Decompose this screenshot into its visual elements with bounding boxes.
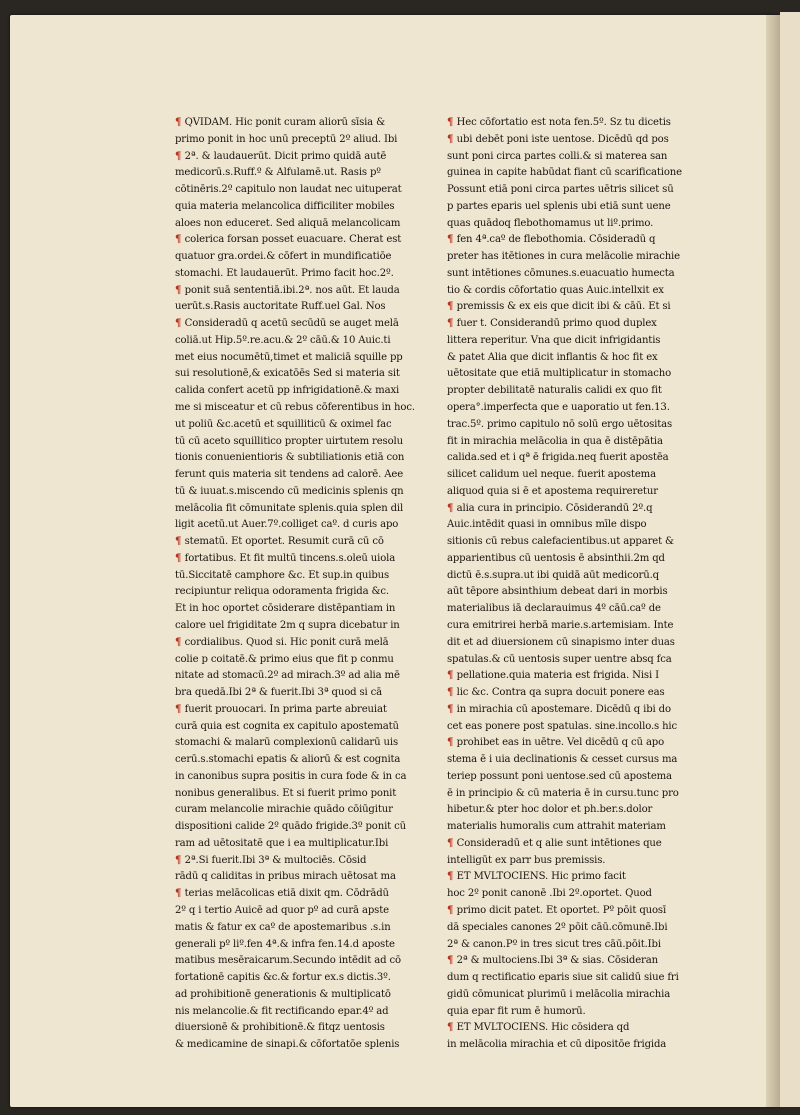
- text-line: medicorū.s.Ruff.º & Alfulamē.ut. Rasis pº: [175, 167, 381, 179]
- text-line: coliā.ut Hip.5º.re.acu.& 2º cāū.& 10 Auic.ti: [175, 334, 391, 346]
- text-line-content: alia cura in principio. Cōsiderandū 2º.q: [456, 502, 653, 514]
- text-line: [447, 869, 687, 886]
- text-line: ad prohibitionē generationis & multiplicatō: [175, 988, 391, 1000]
- text-line-content: Hec cōfortatio est nota fen.5º. Sz tu dicetis: [456, 117, 671, 128]
- text-line-content: fen 4ª.caº de flebothomia. Cōsideradū q: [456, 234, 656, 246]
- pilcrow-icon: ¶: [175, 854, 185, 866]
- text-line: materialibus iā declarauimus 4º cāū.caº de: [447, 603, 661, 615]
- text-line: tū.Siccitatē camphore &c. Et sup.in quibus: [175, 569, 390, 581]
- text-line: Possunt etiā poni circa partes uētris silicet sū: [447, 184, 674, 196]
- text-line: fortationē capitis &c.& fortur ex.s dictis.3º.: [175, 972, 391, 984]
- text-line: ligit acetū.ut Auer.7º.colliget caº. d curis apo: [175, 519, 399, 531]
- text-line: propter debilitatē naturalis calidi ex quo fit: [447, 385, 662, 397]
- text-line-content: 2ª & multociens.Ibi 3ª & sias. Cōsideran: [456, 955, 658, 967]
- text-line: [447, 132, 687, 149]
- manuscript-page: [10, 15, 780, 1107]
- text-line: sitionis cū rebus calefacientibus.ut apparet &: [447, 536, 674, 548]
- text-line: curam melancolie mirachie quādo cōiūgitur: [175, 804, 393, 816]
- pilcrow-icon: ¶: [447, 670, 457, 682]
- text-line: diuersionē & prohibitionē.& fitqz uentosis: [175, 1022, 385, 1034]
- text-line-content: ponit suā sententiā.ibi.2ª. nos aūt. Et lauda: [184, 284, 400, 296]
- text-line: met eius nocumētū,timet et maliciā squille pp: [175, 351, 403, 363]
- text-line: cerū.s.stomachi epatis & aliorū & est cognita: [175, 754, 401, 766]
- text-line-content: 2ª. & laudauerūt. Dicit primo quidā autē: [184, 150, 387, 162]
- text-line-content: colerica forsan posset euacuare. Cherat est: [184, 234, 402, 246]
- text-line-content: Consideradū q acetū secūdū se auget melā: [184, 318, 399, 330]
- text-line: Auic.intēdit quasi in omnibus mīle dispo: [447, 519, 647, 531]
- pilcrow-icon: ¶: [447, 117, 457, 128]
- right-text-block-b: [447, 869, 687, 1053]
- text-line-content: stematū. Et oportet. Resumit curā cū cō: [184, 536, 384, 548]
- text-line-content: ET MVLTOCIENS. Hic primo facit: [456, 871, 626, 883]
- text-line-content: Consideradū et q alie sunt intētiones que: [456, 837, 662, 849]
- text-line-content: 2ª.Si fuerit.Ibi 3ª & multociēs. Cōsid: [184, 854, 367, 866]
- pilcrow-icon: ¶: [447, 301, 457, 313]
- text-line: stema ē i uia declinationis & cesset cursus ma: [447, 754, 678, 766]
- text-line: quatuor gra.ordei.& cōfert in mundificatiōe: [175, 251, 392, 263]
- text-line: Et in hoc oportet cōsiderare distēpantiam in: [175, 603, 396, 615]
- text-line: matis & fatur ex caº de apostemaribus .s.in: [175, 921, 391, 933]
- text-line: [447, 668, 687, 685]
- text-line: [175, 115, 405, 132]
- text-line: cet eas ponere post spatulas. sine.incollo.s hic: [447, 720, 678, 732]
- text-line: bra quedā.Ibi 2ª & fuerit.Ibi 3ª quod si cā: [175, 687, 383, 699]
- text-line: melācolia fit cōmunitate splenis.quia splen dil: [175, 502, 404, 514]
- text-line: & patet Alia que dicit inflantis & hoc fit ex: [447, 351, 658, 363]
- text-line-content: cordialibus. Quod si. Hic ponit curā melā: [184, 636, 389, 648]
- text-line: rādū q caliditas in pribus mirach uētosat ma: [175, 871, 396, 883]
- pilcrow-icon: ¶: [447, 1022, 457, 1034]
- text-line: trac.5º. primo capitulo nō solū ergo uētositas: [447, 418, 673, 430]
- text-line: calida.sed et i qª ē frigida.neq fuerit apostēa: [447, 452, 669, 464]
- text-line: [175, 853, 405, 870]
- pilcrow-icon: ¶: [175, 318, 185, 330]
- pilcrow-icon: ¶: [447, 502, 457, 514]
- pilcrow-icon: ¶: [447, 687, 457, 699]
- text-line: [447, 702, 687, 719]
- text-line: curā quia est cognita ex capitulo apostematū: [175, 720, 399, 732]
- text-line: [175, 316, 405, 333]
- pilcrow-icon: ¶: [447, 955, 457, 967]
- text-line-content: lic &c. Contra qa supra docuit ponere eas: [456, 687, 665, 699]
- text-line: [175, 232, 405, 249]
- text-line: [447, 685, 687, 702]
- text-line: [447, 836, 687, 853]
- text-line: nis melancolie.& fit rectificando epar.4º ad: [175, 1005, 389, 1017]
- text-line: in canonibus supra positis in cura fode & in ca: [175, 770, 407, 782]
- text-line: [175, 149, 405, 166]
- text-line: nonibus generalibus. Et si fuerit primo ponit: [175, 787, 397, 799]
- text-line: aloes non educeret. Sed aliquā melancolicam: [175, 217, 401, 229]
- text-line: tū cū aceto squillitico propter uirtutem resolu: [175, 435, 403, 447]
- text-line: nitate ad stomacū.2º ad mirach.3º ad alia mē: [175, 670, 400, 682]
- text-line: p partes eparis uel splenis ubi etiā sunt uene: [447, 200, 671, 212]
- pilcrow-icon: ¶: [447, 234, 457, 246]
- text-line: aūt tēpore absinthium debeat dari in morbis: [447, 586, 668, 598]
- text-line: ferunt quis materia sit tendens ad calorē. Aee: [175, 469, 404, 481]
- text-line: tū & iuuat.s.miscendo cū medicinis splenis qn: [175, 485, 404, 497]
- text-line-content: fuer t. Considerandū primo quod duplex: [456, 318, 657, 330]
- text-line: ut poliū &c.acetū et squilliticū & oximel fac: [175, 418, 392, 430]
- text-line: intelligūt ex parr bus premissis.: [447, 854, 606, 866]
- text-line: in melācolia mirachia et cū dipositōe frigida: [447, 1039, 667, 1051]
- text-line: [447, 953, 687, 970]
- text-line: spatulas.& cū uentosis super uentre absq fca: [447, 653, 672, 665]
- next-page-edge: [780, 12, 800, 1107]
- text-line: [175, 283, 405, 300]
- text-line: [175, 635, 405, 652]
- pilcrow-icon: ¶: [175, 888, 185, 900]
- text-line-content: QVIDAM. Hic ponit curam aliorū sīsia &: [184, 117, 385, 128]
- text-line: [447, 299, 687, 316]
- text-line: [447, 115, 687, 132]
- text-line: recipiuntur reliqua odoramenta frigida &c.: [175, 586, 389, 598]
- right-text-block-a: [447, 115, 687, 869]
- text-line: quia epar fit rum ē humorū.: [447, 1005, 586, 1017]
- text-line: dit et ad diuersionem cū sinapismo inter duas: [447, 636, 675, 648]
- text-line: tionis conuenientioris & subtiliationis etiā con: [175, 452, 405, 464]
- text-line: apparientibus cū uentosis ē absinthii.2m qd: [447, 552, 665, 564]
- text-line: me si misceatur et cū rebus cōferentibus in hoc.: [175, 402, 415, 414]
- pilcrow-icon: ¶: [175, 284, 185, 296]
- text-line: cura emitrirei herbā marie.s.artemisiam. Inte: [447, 619, 674, 631]
- text-line: [175, 702, 405, 719]
- text-line: quas quādoq flebothomamus ut liº.primo.: [447, 217, 654, 229]
- text-line: matibus mesēraicarum.Secundo intēdit ad cō: [175, 955, 401, 967]
- text-line: uētositate que etiā multiplicatur in stomacho: [447, 368, 672, 380]
- text-line-content: premissis & ex eis que dicit ibi & cāū. Et si: [456, 301, 671, 313]
- pilcrow-icon: ¶: [447, 737, 457, 749]
- text-line: fit in mirachia melācolia in qua ē distēpātia: [447, 435, 663, 447]
- pilcrow-icon: ¶: [175, 703, 185, 715]
- text-line: [447, 501, 687, 518]
- text-line-content: in mirachia cū apostemare. Dicēdū q ibi do: [456, 703, 671, 715]
- text-line: opera°.imperfecta que e uaporatio ut fen.13.: [447, 402, 670, 414]
- text-line: littera reperitur. Vna que dicit infrigidantis: [447, 334, 661, 346]
- pilcrow-icon: ¶: [175, 536, 185, 548]
- text-line: [175, 534, 405, 551]
- text-line: dispositioni calide 2º quādo frigide.3º ponit cū: [175, 821, 406, 833]
- pilcrow-icon: ¶: [175, 150, 185, 162]
- pilcrow-icon: ¶: [175, 636, 185, 648]
- pilcrow-icon: ¶: [447, 837, 457, 849]
- text-line: quia materia melancolica difficiliter mobiles: [175, 200, 395, 212]
- text-line: colie p coitatē.& primo eius que fit p conmu: [175, 653, 394, 665]
- text-line: preter has itētiones in cura melācolie mirachie: [447, 251, 680, 263]
- text-line: hibetur.& pter hoc dolor et ph.ber.s.dolor: [447, 804, 653, 816]
- text-line: dā speciales canones 2º pōit cāū.cōmunē.Ibi: [447, 921, 668, 933]
- text-line: [447, 1020, 687, 1037]
- text-line: ē in principio & cū materia ē in cursu.tunc pro: [447, 787, 679, 799]
- text-line: 2º q i tertio Auicē ad quor pº ad curā apste: [175, 904, 389, 916]
- text-line: aliquod quia si ē et apostema requireretur: [447, 485, 658, 497]
- text-line: calore uel frigiditate 2m q supra dicebatur in: [175, 619, 400, 631]
- text-line: dum q rectificatio eparis siue sit calidū siue fri: [447, 972, 679, 984]
- text-line: stomachi & malarū complexionū calidarū uis: [175, 737, 398, 749]
- text-line: uerūt.s.Rasis auctoritate Ruff.uel Gal. Nos: [175, 301, 386, 313]
- pilcrow-icon: ¶: [447, 318, 457, 330]
- pilcrow-icon: ¶: [447, 703, 457, 715]
- text-line-content: ubi debēt poni iste uentose. Dicēdū qd pos: [456, 133, 669, 145]
- right-text-column: [447, 115, 687, 1054]
- text-line-content: pellatione.quia materia est frigida. Nisi I: [456, 670, 659, 682]
- text-line-content: fuerit prouocari. In prima parte abreuiat: [184, 703, 387, 715]
- text-line: [447, 735, 687, 752]
- text-line: materialis humoralis cum attrahit materiam: [447, 821, 666, 833]
- text-line: sui resolutionē,& exicatōēs Sed si materia sit: [175, 368, 400, 380]
- text-line: teriep possunt poni uentose.sed cū apostema: [447, 770, 672, 782]
- pilcrow-icon: ¶: [447, 871, 457, 883]
- text-line: guinea in capite habūdat fiant cū scarificatione: [447, 167, 682, 179]
- text-line: dictū ē.s.supra.ut ibi quidā aūt medicorū.q: [447, 569, 659, 581]
- text-line-content: ET MVLTOCIENS. Hic cōsidera qd: [456, 1022, 630, 1034]
- page-gutter: [766, 15, 780, 1107]
- text-line-content: terias melācolicas etiā dixit qm. Cōdrādū: [184, 888, 389, 900]
- text-line: [447, 232, 687, 249]
- text-line: ram ad uētositatē que i ea multiplicatur.Ibi: [175, 837, 389, 849]
- text-line: hoc 2º ponit canonē .Ibi 2º.oportet. Quod: [447, 888, 652, 900]
- text-line: sunt poni circa partes colli.& si materea san: [447, 150, 668, 162]
- pilcrow-icon: ¶: [447, 133, 457, 145]
- text-line: silicet calidum uel neque. fuerit apostema: [447, 469, 656, 481]
- text-line-content: fortatibus. Et fit multū tincens.s.oleū uiola: [184, 552, 396, 564]
- text-line: generali pº liº.fen 4ª.& infra fen.14.d aposte: [175, 938, 395, 950]
- pilcrow-icon: ¶: [175, 234, 185, 246]
- text-line: & medicamine de sinapi.& cōfortatōe splenis: [175, 1039, 400, 1051]
- text-line: stomachi. Et laudauerūt. Primo facit hoc.2º.: [175, 267, 394, 279]
- text-line: [447, 903, 687, 920]
- text-line: tio & cordis cōfortatio quas Auic.intellxit ex: [447, 284, 664, 296]
- text-line: gidū cōmunicat plurimū i melācolia mirachia: [447, 988, 671, 1000]
- left-text-column: [175, 115, 415, 1054]
- text-line: cōtinēris.2º capitulo non laudat nec uituperat: [175, 184, 402, 196]
- text-line-content: primo dicit patet. Et oportet. Pº pōit quosī: [456, 904, 667, 916]
- text-line: sunt intētiones cōmunes.s.euacuatio humecta: [447, 267, 675, 279]
- text-line: calida confert acetū pp infrigidationē.& maxi: [175, 385, 400, 397]
- text-line: [447, 316, 687, 333]
- text-line: 2ª & canon.Pº in tres sicut tres cāū.pōit.Ibi: [447, 938, 661, 950]
- text-line: [175, 551, 405, 568]
- text-line: primo ponit in hoc unū preceptū 2º aliud. Ibi: [175, 133, 398, 145]
- pilcrow-icon: ¶: [175, 552, 185, 564]
- text-line-content: prohibet eas in uētre. Vel dicēdū q cū apo: [456, 737, 665, 749]
- text-line: [175, 886, 405, 903]
- pilcrow-icon: ¶: [175, 117, 185, 128]
- pilcrow-icon: ¶: [447, 904, 457, 916]
